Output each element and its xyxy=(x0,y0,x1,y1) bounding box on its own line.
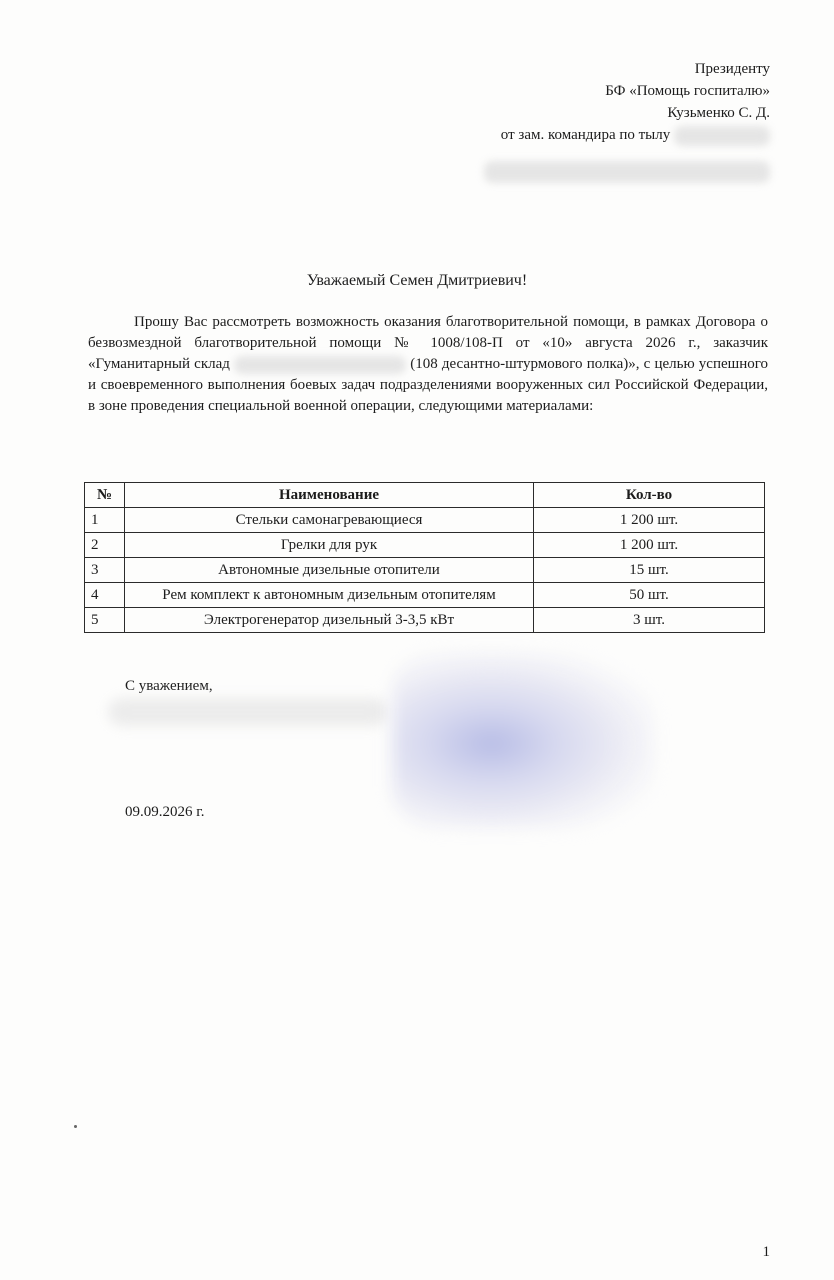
row-num: 4 xyxy=(85,583,125,608)
salutation: Уважаемый Семен Дмитриевич! xyxy=(306,272,528,289)
redacted-sender-unit xyxy=(674,126,770,146)
row-num: 2 xyxy=(85,533,125,558)
table-row xyxy=(85,583,765,608)
addressee-title: Президенту xyxy=(694,61,770,77)
addressee-name: Кузьменко С. Д. xyxy=(667,105,770,121)
body-text-part1: Прошу Вас рассмотреть возможность оказания благотворительной помощи, в рамках Договора о безвозмездной благотворительной помощи № 1008/108-П от «10» августа 2026 г., заказчик «Гуманитарный склад xyxy=(88,314,768,372)
row-num: 5 xyxy=(85,608,125,633)
row-num: 3 xyxy=(85,558,125,583)
redacted-sender-name xyxy=(484,161,770,183)
table-row xyxy=(85,533,765,558)
redacted-signatory-name xyxy=(108,698,388,726)
header-name: Наименование xyxy=(125,483,534,508)
header-num: № xyxy=(85,483,125,508)
addressee-block xyxy=(484,58,770,183)
body-text-part2: (108 десантно-штурмового полка)», с целью успешного и своевременного выполнения боевых задач подразделениями вооруженных сил Российской Федерации, в зоне проведения специальной военной операции, следующими материалами: xyxy=(88,356,769,414)
header-qty: Кол-во xyxy=(534,483,765,508)
closing-phrase: С уважением, xyxy=(125,678,213,694)
sender-position: от зам. командира по тылу xyxy=(500,127,671,143)
table-row xyxy=(85,558,765,583)
letter-date: 09.09.2026 г. xyxy=(125,804,205,820)
row-name: Автономные дизельные отопители xyxy=(125,558,534,583)
row-qty: 1 200 шт. xyxy=(534,508,765,533)
redacted-signature-stamp xyxy=(392,652,654,828)
row-name: Электрогенератор дизельный 3-3,5 кВт xyxy=(125,608,534,633)
row-qty: 1 200 шт. xyxy=(534,533,765,558)
row-num: 1 xyxy=(85,508,125,533)
table-row xyxy=(85,608,765,633)
addressee-organization: БФ «Помощь госпиталю» xyxy=(605,83,770,99)
table-header-row xyxy=(85,483,765,508)
row-name: Стельки самонагревающиеся xyxy=(125,508,534,533)
page-number: 1 xyxy=(762,1244,770,1260)
row-qty: 3 шт. xyxy=(534,608,765,633)
row-qty: 50 шт. xyxy=(534,583,765,608)
table-row xyxy=(85,508,765,533)
row-name: Грелки для рук xyxy=(125,533,534,558)
row-qty: 15 шт. xyxy=(534,558,765,583)
redacted-warehouse-name xyxy=(234,356,406,374)
scan-speck xyxy=(74,1125,77,1128)
row-name: Рем комплект к автономным дизельным отопителям xyxy=(125,583,534,608)
materials-table xyxy=(84,482,765,633)
letter-body xyxy=(88,312,768,417)
